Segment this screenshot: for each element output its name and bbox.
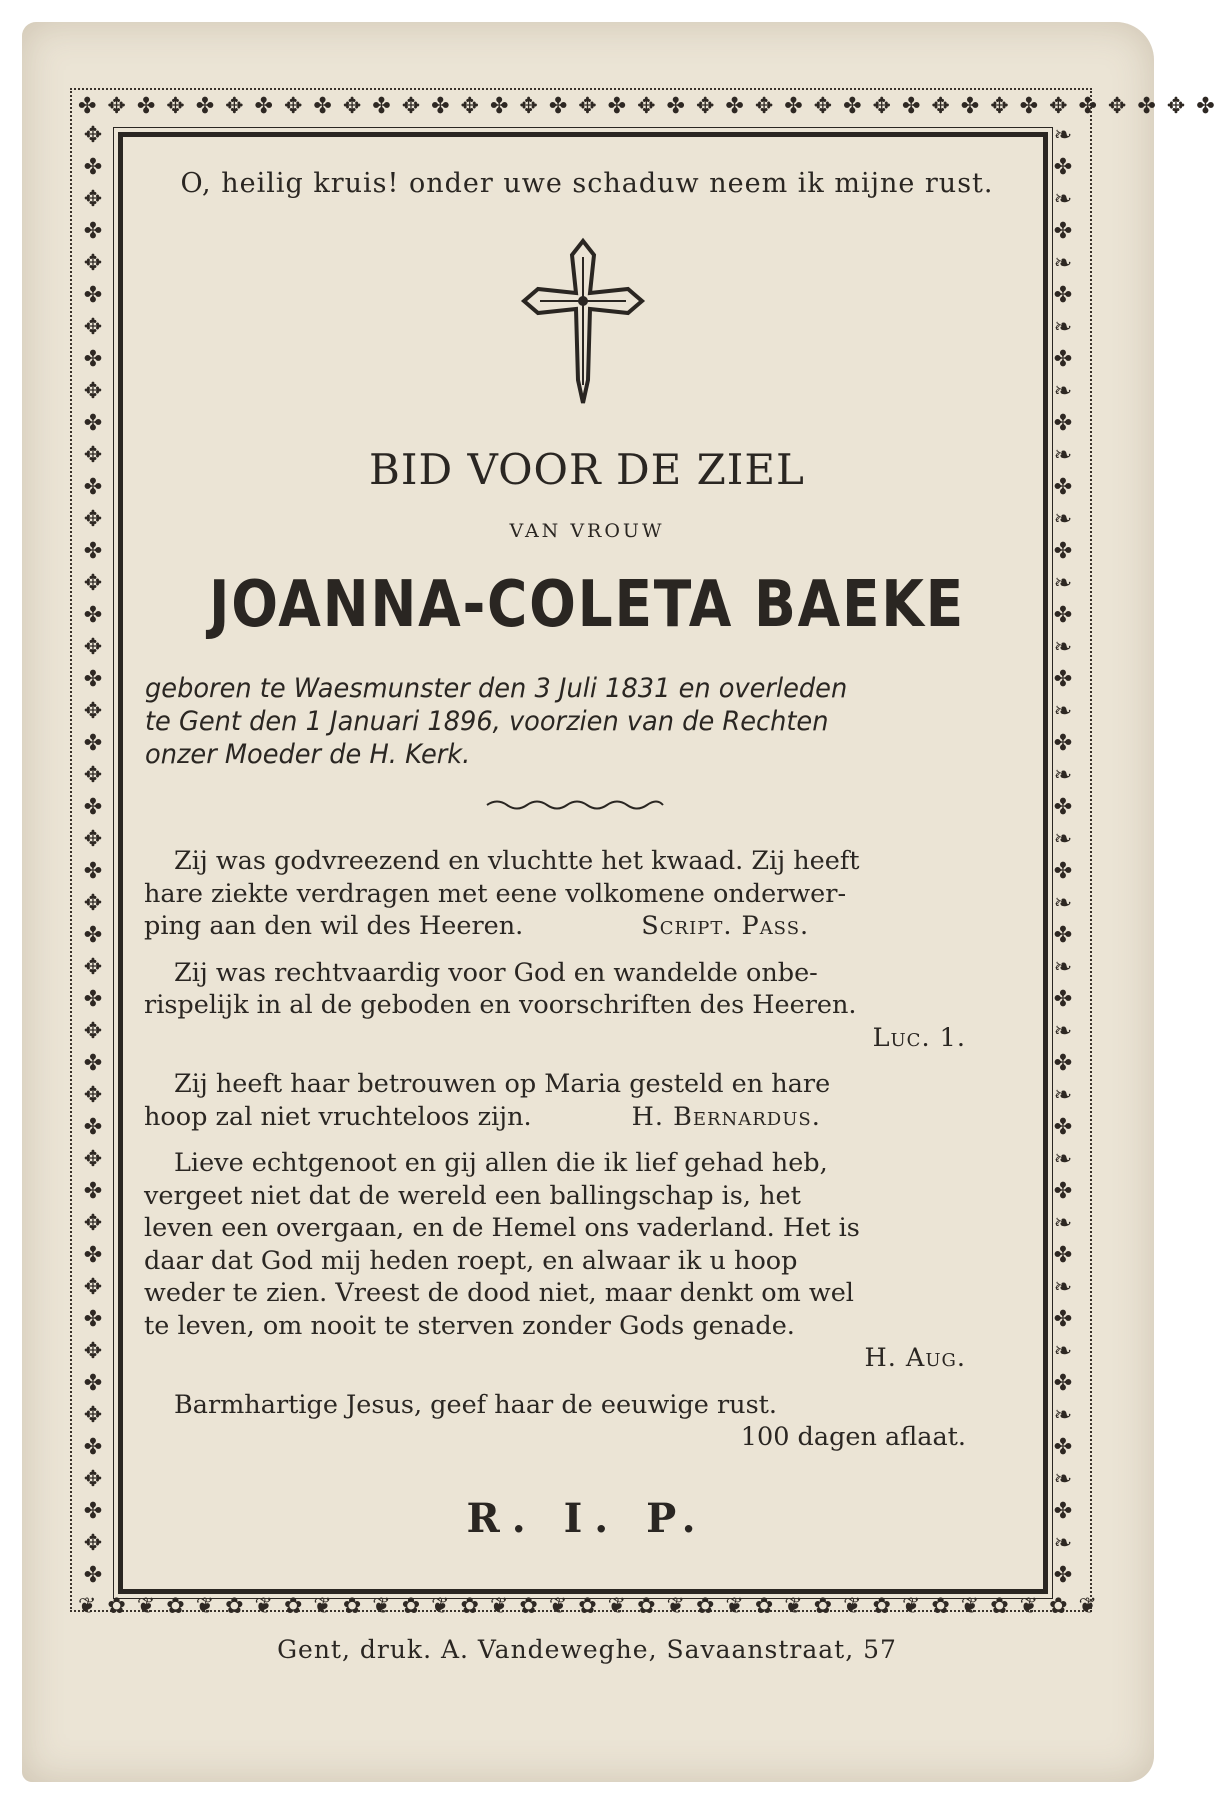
quote-line: Zij heeft haar betrouwen op Maria gesteld en hare xyxy=(174,1069,831,1099)
quote-line: hare ziekte verdragen met eene volkomene onderwer- xyxy=(144,878,847,909)
indulgence: 100 dagen aflaat. xyxy=(740,1422,966,1452)
quote-line-with-source xyxy=(144,910,1006,943)
quote-line: rispelijk in al de geboden en voorschriften des Heeren. xyxy=(144,990,857,1020)
printer-imprint: Gent, druk. A. Vandeweghe, Savaanstraat, 57 xyxy=(277,1635,897,1664)
quote-line: weder te zien. Vreest de dood niet, maar denkt om wel xyxy=(144,1278,854,1308)
swirl-divider-icon xyxy=(485,796,665,814)
floral-ornament-icon: ❧ ✤ ❧ ✤ ❧ ✤ ❧ ✤ ❧ ✤ ❧ ✤ ❧ ✤ ❧ ✤ ❧ ✤ ❧ ✤ ❧ ✤ ❧ ✤ ❧ ✤ ❧ ✤ ❧ ✤ ❧ ✤ ❧ ✤ ❧ ✤ ❧ ✤ ❧ ✤ ❧ ✤ ❧ ✤ ❧ ✤ xyxy=(1053,123,1073,1588)
deceased-name: JOANNA-COLETA BAEKE xyxy=(209,568,965,642)
quote-source-line xyxy=(144,1022,1006,1055)
quote-line: Lieve echtgenoot en gij allen die ik lief gehad heb, xyxy=(174,1148,828,1178)
indulgence-line xyxy=(144,1421,1006,1454)
birth-death-details xyxy=(145,672,981,771)
heading: BID VOOR DE ZIEL xyxy=(369,445,805,494)
cross-icon xyxy=(518,235,648,410)
floral-ornament-icon: ❦ ✿ ❦ ✿ ❦ ✿ ❦ ✿ ❦ ✿ ❦ ✿ ❦ ✿ ❦ ✿ ❦ ✿ ❦ ✿ ❦ ✿ ❦ ✿ ❦ ✿ ❦ ✿ ❦ ✿ ❦ ✿ ❦ ✿ ❦ xyxy=(78,1594,1099,1619)
motto: O, heilig kruis! onder uwe schaduw neem ik mijne rust. xyxy=(180,168,994,199)
quote-line: Zij was rechtvaardig voor God en wandelde onbe- xyxy=(174,957,818,988)
quote-line: leven een overgaan, en de Hemel ons vaderland. Het is xyxy=(144,1213,860,1243)
quote-line: hoop zal niet vruchteloos zijn. xyxy=(144,1101,532,1132)
floral-ornament-icon: ✥ ✤ ✥ ✤ ✥ ✤ ✥ ✤ ✥ ✤ ✥ ✤ ✥ ✤ ✥ ✤ ✥ ✤ ✥ ✤ ✥ ✤ ✥ ✤ ✥ ✤ ✥ ✤ ✥ ✤ ✥ ✤ ✥ ✤ ✥ ✤ ✥ ✤ ✥ ✤ ✥ ✤ ✥ ✤ ✥ ✤ xyxy=(83,123,103,1588)
quote-source-line xyxy=(144,1342,1006,1375)
quote-source: H. Bernardus. xyxy=(631,1101,821,1132)
quote-line: te leven, om nooit te sterven zonder Gods genade. xyxy=(144,1310,795,1341)
quote-source: Script. Pass. xyxy=(641,911,810,941)
subheading: VAN VROUW xyxy=(509,520,665,542)
rip-inscription: R. I. P. xyxy=(466,1495,708,1542)
quote-line: daar dat God mij heden roept, en alwaar ik u hoop xyxy=(144,1245,798,1276)
birth-line: te Gent den 1 Januari 1896, voorzien van de Rechten xyxy=(145,706,829,737)
floral-ornament-icon: ✤ ✥ ✤ ✥ ✤ ✥ ✤ ✥ ✤ ✥ ✤ ✥ ✤ ✥ ✤ ✥ ✤ ✥ ✤ ✥ ✤ ✥ ✤ ✥ ✤ ✥ ✤ ✥ ✤ ✥ ✤ ✥ ✤ ✥ ✤ ✥ ✤ ✥ ✤ xyxy=(78,94,1217,119)
quote-line-with-source xyxy=(144,1101,1006,1134)
quote-line: vergeet niet dat de wereld een ballingschap is, het xyxy=(144,1180,801,1211)
quote-source: H. Aug. xyxy=(864,1343,966,1373)
quote-source: Luc. 1. xyxy=(872,1022,966,1053)
quotes-section xyxy=(144,845,1006,1454)
quote-line: ping aan den wil des Heeren. xyxy=(144,911,524,941)
birth-line: onzer Moeder de H. Kerk. xyxy=(145,739,471,770)
prayer-line: Barmhartige Jesus, geef haar de eeuwige rust. xyxy=(174,1389,778,1420)
birth-line: geboren te Waesmunster den 3 Juli 1831 en overleden xyxy=(145,673,848,704)
quote-line: Zij was godvreezend en vluchtte het kwaad. Zij heeft xyxy=(174,846,860,876)
